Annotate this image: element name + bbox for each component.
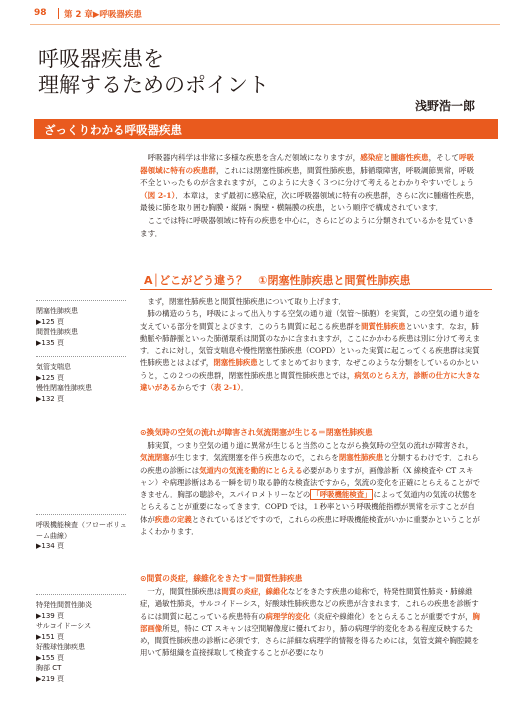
page-header bbox=[0, 0, 515, 30]
header-divider bbox=[58, 8, 59, 19]
body1-paragraph-2: 肺の構造のうち，呼吸によって出入りする空気の通り道（気管～肺胞）を実質，この空気の通り道を支えている部分を間質とよびます．このうち間質に起こる疾患群を間質性肺疾患といいます．なお，肺動脈や肺静脈といった肺循環系は間質のなかに含まれますが，ここにかかわる疾患は別に分けて考えます．これに対し，気管支喘息や慢性閉塞性肺疾患（COPD）といった実質に起こってくる疾患群は実質性肺疾患とはよばず，閉塞性肺疾患としてまとめております．なぜこのような分類をしているのかというと，この２つの疾患群，閉塞性肺疾患と間質性肺疾患とでは，病気のとらえ方，診断の仕方に大きな違いがあるからです（表 2-1）． bbox=[140, 309, 480, 393]
sidebar-page-link[interactable]: ▶139 頁 bbox=[36, 611, 64, 620]
sidebar-page-link[interactable]: ▶135 頁 bbox=[36, 338, 64, 347]
sidebar-page-link[interactable]: ▶219 頁 bbox=[36, 674, 64, 683]
sidebar-page-link[interactable]: ▶151 頁 bbox=[36, 632, 64, 641]
body-obstructive: 肺実質，つまり空気の通り道に異常が生じると当然のことながら換気時の空気の流れが障害され，気流閉塞が生じます．気流閉塞を伴う疾患なので，これらを閉塞性肺疾患と分類するわけです．これらの疾患の診断には気道内の気流を動的にとらえる必要がありますが，画像診断（X 線検査や CT スキャン）や病理診断はある一瞬を切り取る静的な検査法ですから，気流の変化を正確にとらえることができません．胸部の聴診や，スパイロメトリーなどの 「呼吸機能検査」 によって気道内の気流の状態をとらえることが重要になってきます．COPD では，１秒率という呼吸機能指標が異常を示すことが自体が疾患の定義とされているほどですので，これらの疾患に呼吸機能検査がいかに重要かということがよくわかります． bbox=[140, 441, 480, 537]
sidebar-ref-group-2: 気管支喘息 ▶125 頁 慢性閉塞性肺疾患 ▶132 頁 bbox=[36, 362, 132, 404]
intro-paragraph-2: ここでは特に呼吸器領域に特有の疾患を中心に，さらにどのように分類されているかを見ていきます． bbox=[140, 215, 475, 238]
figure-ref[interactable]: （図 2-1） bbox=[140, 190, 176, 200]
subheading-interstitial: ⊙間質の炎症，線維化をきたす＝間質性肺疾患 bbox=[140, 574, 303, 583]
chapter-label: 第 2 章▶呼吸器疾患 bbox=[64, 10, 142, 20]
intro-paragraph-1: 呼吸器内科学は非常に多様な疾患を含んだ領域になりますが，感染症と腫瘍性疾患，そして呼吸器領域に特有の疾患群，これには閉塞性肺疾患，間質性肺疾患，肺循環障害，呼吸調節異常，呼吸不全といったものが含まれますが，このように大きく３つに分けて考えるとわかりやすいでしょう（図 2-1）．本章は，まず最初に感染症，次に呼吸器領域に特有の疾患群，さらに次に腫瘍性疾患，最後に肺を取り囲む胸膜・縦隔・胸壁・横隔膜の疾患，という順序で構成されています． bbox=[140, 153, 480, 213]
sidebar-page-link[interactable]: ▶125 頁 bbox=[36, 317, 64, 326]
page-title bbox=[38, 46, 269, 98]
author-name: 浅野浩一郎 bbox=[414, 99, 475, 113]
sidebar-page-link[interactable]: ▶134 頁 bbox=[36, 542, 64, 550]
body-obstructive-interstitial bbox=[140, 296, 480, 394]
sidebar-ref-group-4: 特発性間質性肺炎 ▶139 頁 サルコイドーシス ▶151 頁 好酸球性肺疾患 ▶155 頁 胸部 CT ▶219 頁 bbox=[36, 600, 132, 684]
subheading-obstructive: ⊙換気時の空気の流れが障害され気流閉塞が生じる＝閉塞性肺疾患 bbox=[140, 428, 373, 437]
sidebar-page-link[interactable]: ▶155 頁 bbox=[36, 653, 64, 662]
section-a-underline bbox=[140, 289, 492, 290]
section-band-label: ざっくりわかる呼吸器疾患 bbox=[44, 123, 182, 137]
body-interstitial: 一方，間質性肺疾患は間質の炎症，線維化などをきたす疾患の総称で，特発性間質性肺炎・肺線維症，過敏性肺炎，サルコイドーシス，好酸球性肺疾患などの疾患が含まれます．これらの疾患を診断するには間質に起こっている疾患特有の病理学的変化（炎症や線維化）をとらえることが重要ですが，胸部画像所見，特に CT スキャンは空間解像度に優れており，肺の病理学的変化をある程度反映するため，間質性肺疾患の診断に必須です．さらに詳細な病理学的情報を得るためには，気管支鏡や胸腔鏡を用いて肺組織を直接採取して検査することが必要になり bbox=[140, 587, 480, 658]
header-rule bbox=[30, 24, 500, 25]
page-number: 98 bbox=[34, 8, 47, 18]
table-ref[interactable]: （表 2-1） bbox=[206, 383, 241, 393]
section-a-label: A│どこがどう違う？ ①閉塞性肺疾患と間質性肺疾患 bbox=[144, 274, 411, 287]
sidebar-page-link[interactable]: ▶125 頁 bbox=[36, 373, 64, 382]
pft-box: 「呼吸機能検査」 bbox=[312, 490, 372, 500]
sidebar-ref-group-1: 閉塞性肺疾患 ▶125 頁 間質性肺疾患 ▶135 頁 bbox=[36, 306, 132, 348]
section-a-heading bbox=[140, 270, 492, 290]
sidebar-ref-group-3: 呼吸機能検査（フローボリューム曲線） ▶134 頁 bbox=[36, 520, 132, 552]
intro-text bbox=[140, 152, 480, 240]
title-line-1: 呼吸器疾患を bbox=[38, 47, 164, 71]
body1-paragraph-1: まず，閉塞性肺疾患と間質性肺疾患について取り上げます． bbox=[147, 297, 346, 306]
sidebar-page-link[interactable]: ▶132 頁 bbox=[36, 394, 64, 403]
title-line-2: 理解するためのポイント bbox=[38, 73, 269, 97]
section-band bbox=[34, 119, 498, 139]
